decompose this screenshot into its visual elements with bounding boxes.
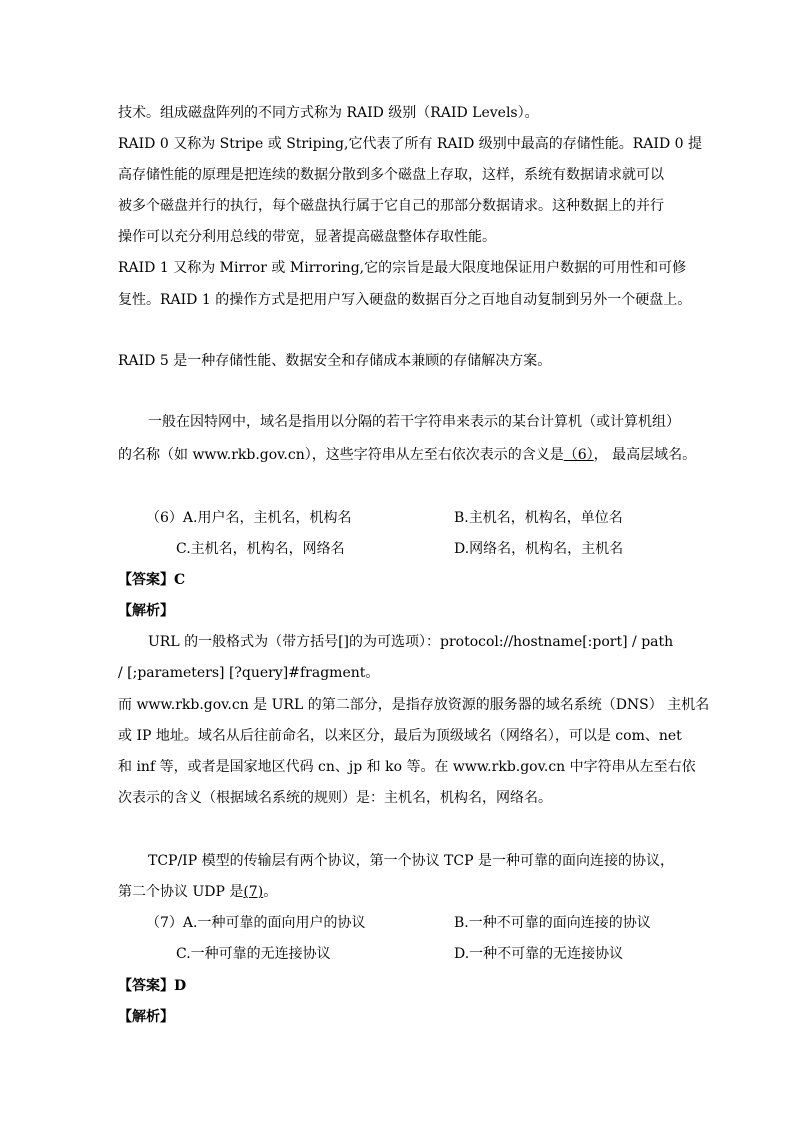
raid0-line-3: 被多个磁盘并行的执行，每个磁盘执行属于它自己的那部分数据请求。这种数据上的并行 <box>118 198 664 214</box>
q7-option-b: B.一种不可靠的面向连接的协议 <box>454 915 651 931</box>
q6-stem-suffix: ， 最高层域名。 <box>593 447 697 463</box>
raid1-line-1: RAID 1 又称为 Mirror 或 Mirroring,它的宗旨是最大限度地保证用户数据的可用性和可修 <box>118 260 687 276</box>
q7-stem-suffix: 。 <box>263 884 278 900</box>
q6-analysis-line-2: / [;parameters] [?query]#fragment。 <box>118 665 380 681</box>
q6-answer: 【答案】C <box>118 572 186 588</box>
q6-analysis-line-5: 和 inf 等，或者是国家地区代码 cn、jp 和 ko 等。在 www.rkb.gov.cn 中字符串从左至右依 <box>118 759 696 775</box>
q6-analysis-line-4: 或 IP 地址。域名从后往前命名，以来区分，最后为顶级域名（网络名），可以是 com、net <box>118 728 682 744</box>
raid-intro-line: 技术。组成磁盘阵列的不同方式称为 RAID 级别（RAID Levels）。 <box>118 105 539 121</box>
raid0-line-4: 操作可以充分利用总线的带宽，显著提高磁盘整体存取性能。 <box>118 229 496 245</box>
q6-option-a: （6）A.用户名，主机名，机构名 <box>146 510 352 526</box>
q6-analysis-label: 【解析】 <box>118 603 174 619</box>
q7-answer: 【答案】D <box>118 978 187 994</box>
q7-option-d: D.一种不可靠的无连接协议 <box>454 946 624 962</box>
q6-option-c: C.主机名，机构名，网络名 <box>176 541 345 557</box>
q6-analysis-line-6: 次表示的含义（根据域名系统的规则）是：主机名，机构名，网络名。 <box>118 790 552 806</box>
q7-stem-line-2 <box>118 883 277 901</box>
q6-stem-prefix: 的名称（如 www.rkb.gov.cn），这些字符串从左至右依次表示的含义是 <box>118 447 564 463</box>
q6-analysis-line-3: 而 www.rkb.gov.cn 是 URL 的第二部分，是指存放资源的服务器的域名系统（DNS） 主机名 <box>118 697 710 713</box>
q7-analysis-label: 【解析】 <box>118 1009 174 1025</box>
q7-option-c: C.一种可靠的无连接协议 <box>176 946 331 962</box>
raid0-line-1: RAID 0 又称为 Stripe 或 Striping,它代表了所有 RAID 级别中最高的存储性能。RAID 0 提 <box>118 136 702 152</box>
q6-blank: （6） <box>563 447 594 463</box>
raid5-line: RAID 5 是一种存储性能、数据安全和存储成本兼顾的存储解决方案。 <box>118 353 552 369</box>
q6-option-b: B.主机名，机构名，单位名 <box>454 510 623 526</box>
q7-stem-prefix: 第二个协议 UDP 是 <box>118 884 244 900</box>
q6-option-d: D.网络名，机构名，主机名 <box>454 541 624 557</box>
q7-blank: (7) <box>243 884 264 900</box>
q6-stem-line-2 <box>118 446 696 464</box>
raid0-line-2: 高存储性能的原理是把连续的数据分散到多个磁盘上存取，这样，系统有数据请求就可以 <box>118 167 664 183</box>
q6-stem-line-1: 一般在因特网中，域名是指用以分隔的若干字符串来表示的某台计算机（或计算机组） <box>148 414 680 430</box>
q7-stem-line-1: TCP/IP 模型的传输层有两个协议，第一个协议 TCP 是一种可靠的面向连接的协议， <box>148 853 674 869</box>
q7-option-a: （7）A.一种可靠的面向用户的协议 <box>146 915 366 931</box>
raid1-line-2: 复性。RAID 1 的操作方式是把用户写入硬盘的数据百分之百地自动复制到另外一个硬盘上。 <box>118 292 692 308</box>
q6-analysis-line-1: URL 的一般格式为（带方括号[]的为可选项）：protocol://hostname[:port] / path <box>148 634 674 650</box>
